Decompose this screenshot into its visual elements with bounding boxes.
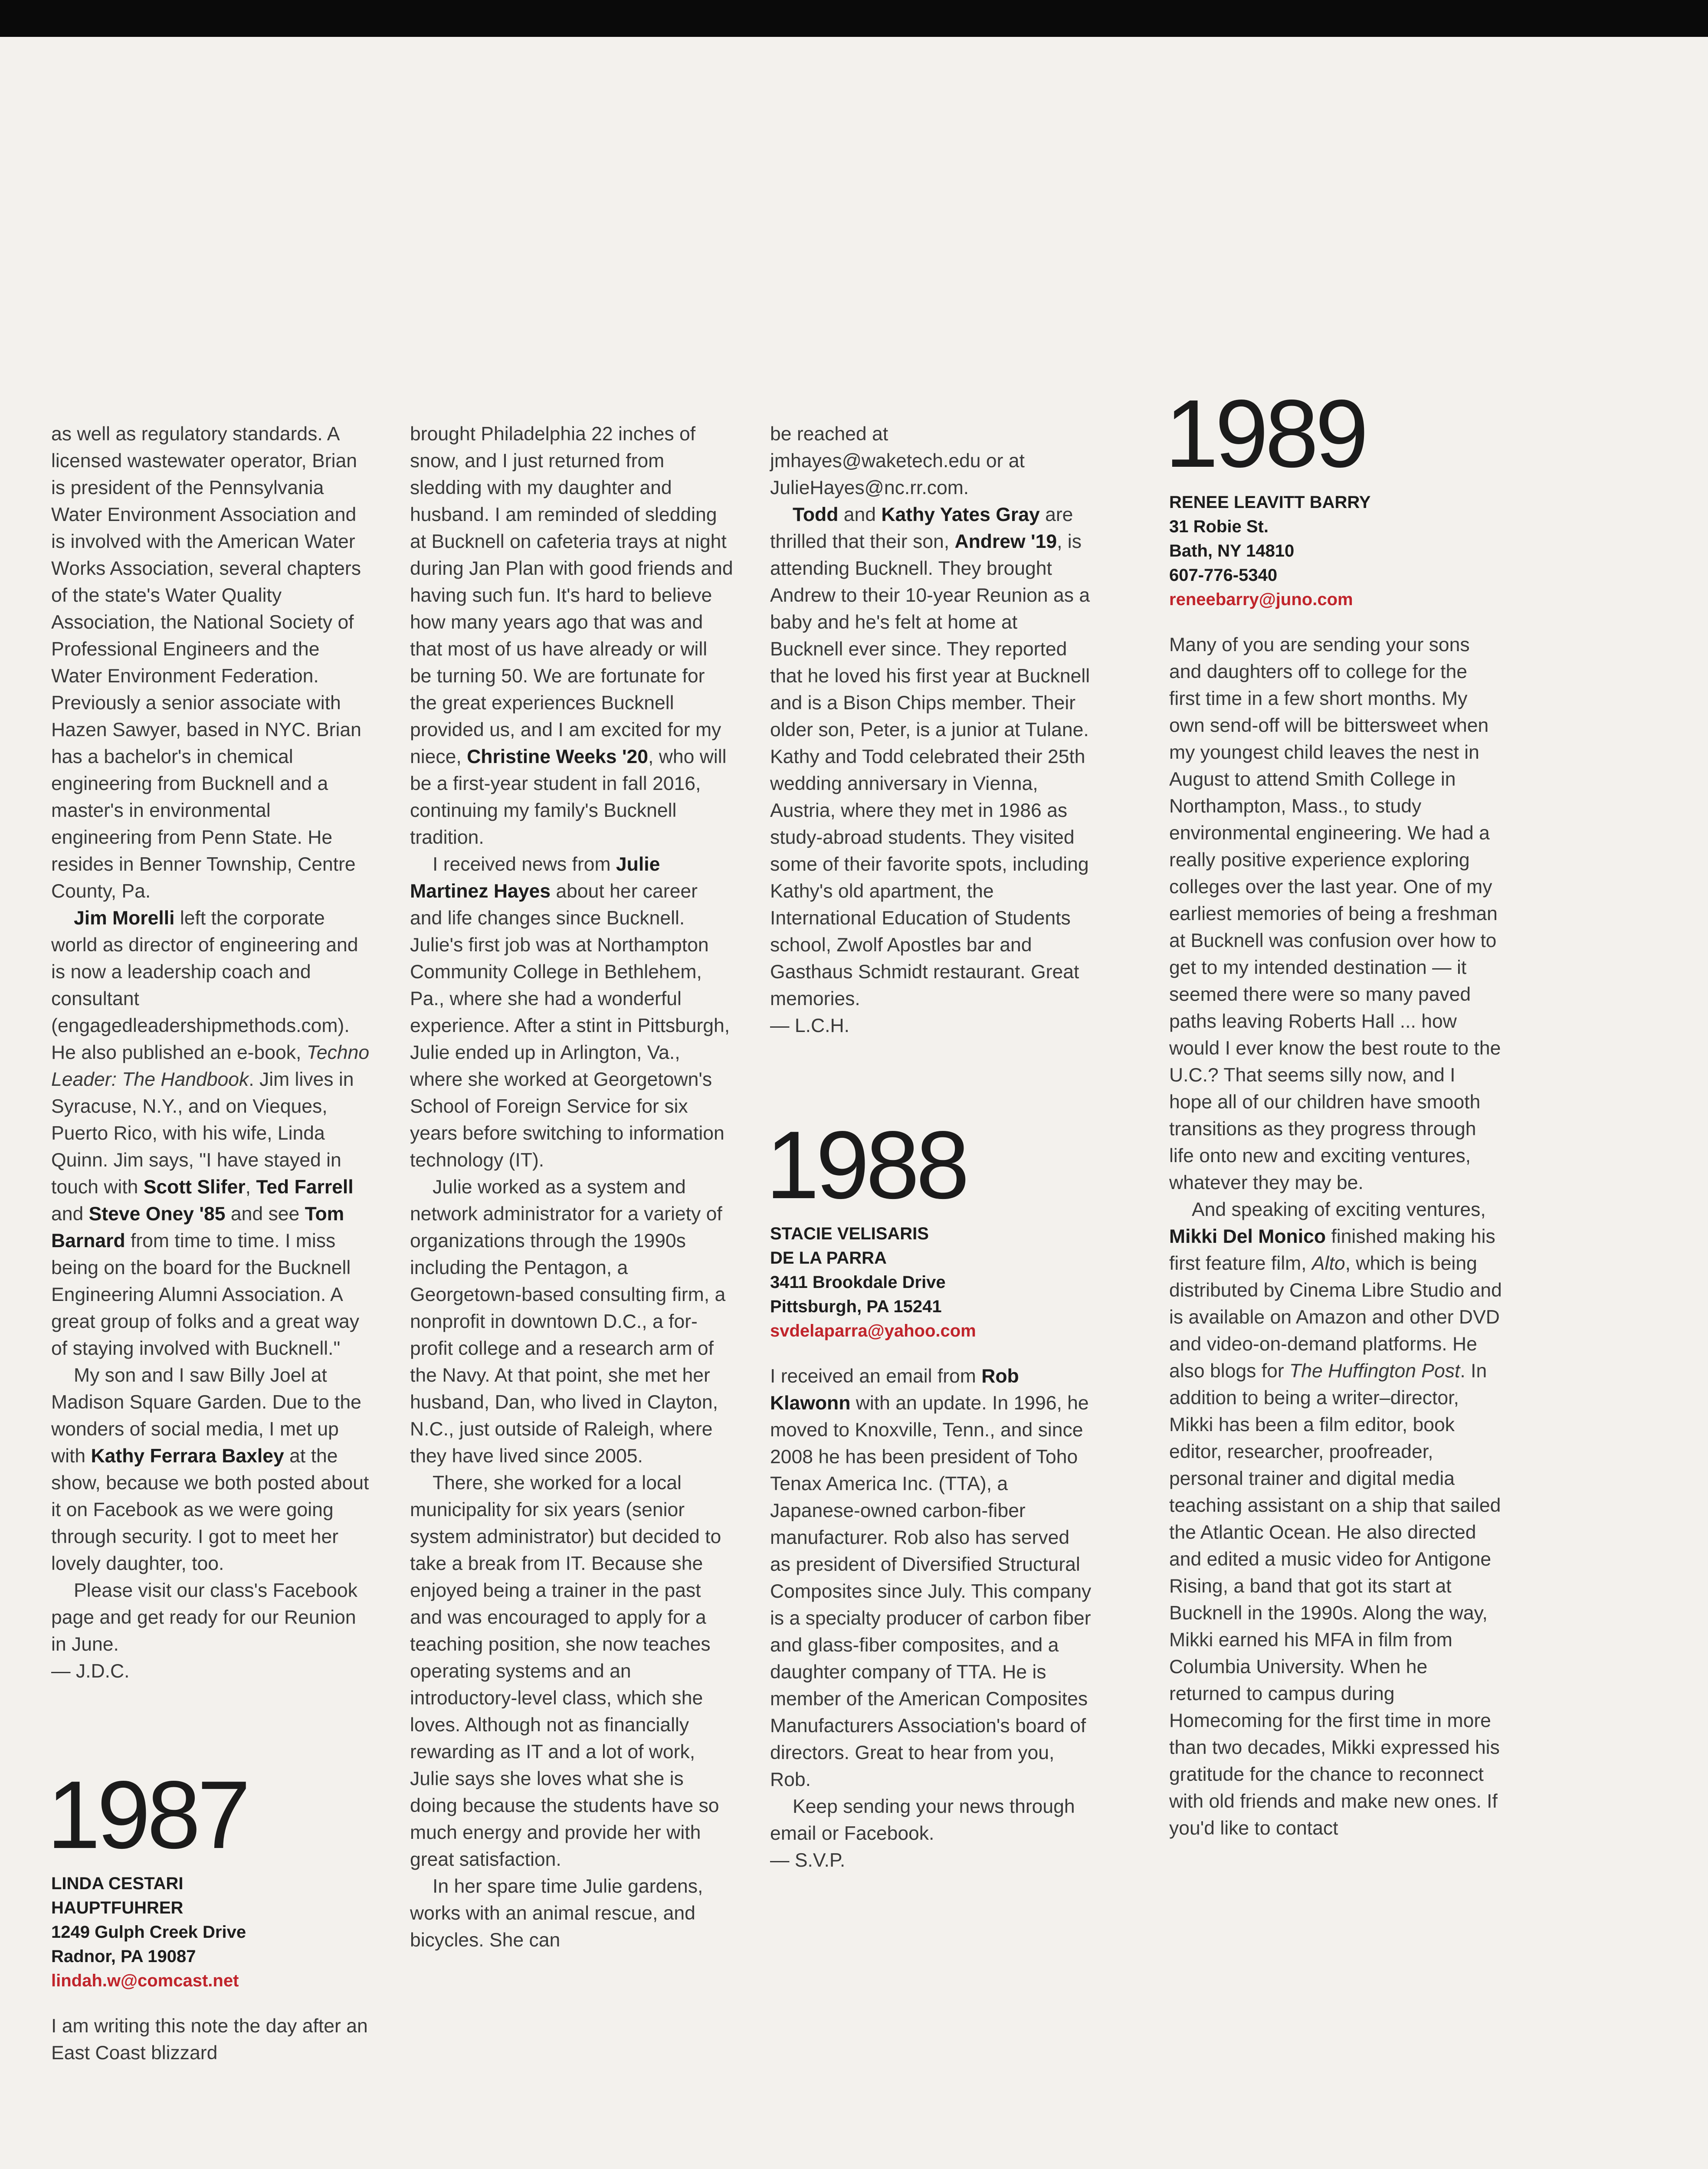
text: , which is being distributed by Cinema Libre Studio and is available on Amazon and other DVD and video-on-demand platforms. He also blogs for: [1169, 1253, 1502, 1382]
text: And speaking of exciting ventures,: [1192, 1199, 1486, 1220]
column-4: [1165, 380, 1503, 1842]
text: and see: [225, 1203, 305, 1225]
person-name: Jim Morelli: [74, 908, 175, 929]
paragraph: [1169, 1196, 1503, 1842]
text: , is attending Bucknell. They brought Andrew to their 10-year Reunion as a baby and he's felt at home at Bucknell ever since. They reported that he loved his first year at Bucknell and is a Bison Chips member. Their older son, Peter, is a junior at Tulane. Kathy and Todd celebrated their 25th wedding anniversary in Vienna, Austria, where they met in 1986 as study-abroad students. They visited some of their favorite spots, including Kathy's old apartment, the International Education of Students school, Zwolf Apostles bar and Gasthaus Schmidt restaurant. Great memories.: [770, 531, 1090, 1009]
text: left the corporate world as director of engineering and is now a leadership coach and consultant (engagedleadershipmethods.com). He also published an e-book,: [51, 908, 358, 1063]
publication-title: The Huffington Post: [1289, 1360, 1460, 1382]
contact-line: STACIE VELISARIS: [770, 1224, 929, 1243]
film-title: Alto: [1311, 1253, 1345, 1274]
text: I received an email from: [770, 1366, 982, 1387]
paragraph: [770, 1363, 1093, 1793]
signature: — S.V.P.: [770, 1850, 846, 1871]
text: . Jim lives in Syracuse, N.Y., and on Vieques, Puerto Rico, with his wife, Linda Quinn. Jim says, "I have stayed in touch with: [51, 1069, 354, 1198]
text: and: [51, 1203, 89, 1225]
column-1: [47, 421, 374, 2067]
email-link[interactable]: svdelaparra@yahoo.com: [770, 1321, 976, 1340]
contact-line: HAUPTFUHRER: [51, 1898, 184, 1917]
paragraph: [51, 905, 374, 1362]
signature: — L.C.H.: [770, 1015, 849, 1036]
text: ,: [245, 1176, 256, 1198]
text: from time to time. I miss being on the board for the Bucknell Engineering Alumni Association. A great group of folks and a great way of staying involved with Bucknell.": [51, 1230, 359, 1359]
contact-line: 607-776-5340: [1169, 566, 1278, 585]
person-name: Julie Martinez Hayes: [410, 854, 660, 902]
paragraph: Many of you are sending your sons and daughters off to college for the first time in a few short months. My own send-off will be bittersweet when my youngest child leaves the nest in August to attend Smith College in Northampton, Mass., to study environmental engineering. We had a really positive experience exploring colleges over the last year. One of my earliest memories of being a freshman at Bucknell was confusion over how to get to my intended destination — it seemed there were so many paved paths leaving Roberts Hall ... how would I ever know the best route to the U.C.? That seems silly now, and I hope all of our children have smooth transitions as they progress through life onto new and exciting ventures, whatever they may be.: [1169, 634, 1501, 1193]
class-year-heading: 1987: [47, 1761, 247, 1869]
paragraph: [410, 421, 733, 851]
paragraph: [770, 501, 1093, 1012]
text: and: [838, 504, 882, 525]
contact-line: Bath, NY 14810: [1169, 541, 1295, 560]
contact-line: RENEE LEAVITT BARRY: [1169, 493, 1371, 512]
contact-line: LINDA CESTARI: [51, 1874, 184, 1893]
text: at the show, because we both posted about it on Facebook as we were going through security. I got to meet her lovely daughter, too.: [51, 1445, 369, 1574]
contact-line: 3411 Brookdale Drive: [770, 1273, 946, 1292]
column-3: [766, 421, 1093, 1874]
text: , who will be a first-year student in fall 2016, continuing my family's Bucknell tradition.: [410, 746, 727, 848]
person-name: Andrew '19: [954, 531, 1057, 552]
class-secretary-contact: [51, 1871, 374, 1993]
contact-line: Radnor, PA 19087: [51, 1947, 196, 1966]
email-link[interactable]: lindah.w@comcast.net: [51, 1971, 239, 1990]
text: about her career and life changes since Bucknell. Julie's first job was at Northampton Community College in Bethlehem, Pa., where she had a wonderful experience. After a stint in Pittsburgh, Julie ended up in Arlington, Va., where she worked at Georgetown's School of Foreign Service for six years before switching to information technology (IT).: [410, 881, 730, 1171]
contact-line: 1249 Gulph Creek Drive: [51, 1923, 246, 1942]
contact-line: DE LA PARRA: [770, 1248, 887, 1268]
magazine-page: [0, 37, 1708, 2169]
person-name: Kathy Ferrara Baxley: [91, 1445, 284, 1467]
book-title: Techno Leader: The Handbook: [51, 1042, 370, 1090]
person-name: Rob Klawonn: [770, 1366, 1019, 1414]
class-secretary-contact: [1169, 490, 1503, 612]
paragraph: In her spare time Julie gardens, works with an animal rescue, and bicycles. She can: [410, 1876, 703, 1951]
text: I received news from: [433, 854, 616, 875]
person-name: Christine Weeks '20: [467, 746, 648, 767]
contact-line: Pittsburgh, PA 15241: [770, 1297, 942, 1316]
person-name: Scott Slifer: [143, 1176, 246, 1198]
paragraph: [410, 851, 733, 1174]
class-year-heading: 1989: [1165, 380, 1365, 488]
paragraph: as well as regulatory standards. A licensed wastewater operator, Brian is president of the Pennsylvania Water Environment Association and is involved with the American Water Works Association, several chapters of the state's Water Quality Association, the National Society of Professional Engineers and the Water Environment Federation. Previously a senior associate with Hazen Sawyer, based in NYC. Brian has a bachelor's in chemical engineering from Bucknell and a master's in environmental engineering from Penn State. He resides in Benner Township, Centre County, Pa.: [51, 423, 361, 902]
email-link[interactable]: reneebarry@juno.com: [1169, 590, 1353, 609]
person-name: Steve Oney '85: [89, 1203, 226, 1225]
class-secretary-contact: [770, 1222, 1093, 1343]
paragraph: I am writing this note the day after an East Coast blizzard: [51, 2015, 368, 2064]
paragraph: Julie worked as a system and network administrator for a variety of organizations through the 1990s including the Pentagon, a Georgetown-based consulting firm, a nonprofit in downtown D.C., a for-profit college and a research arm of the Navy. At that point, she met her husband, Dan, who lived in Clayton, N.C., just outside of Raleigh, where they have lived since 2005.: [410, 1176, 726, 1467]
text: brought Philadelphia 22 inches of snow, and I just returned from sledding with my daughter and husband. I am reminded of sledding at Bucknell on cafeteria trays at night during Jan Plan with good friends and having such fun. It's hard to believe how many years ago that was and that most of us have already or will be turning 50. We are fortunate for the great experiences Bucknell provided us, and I am excited for my niece,: [410, 423, 733, 767]
text: finished making his first feature film,: [1169, 1226, 1495, 1274]
paragraph: Keep sending your news through email or Facebook.: [770, 1796, 1075, 1844]
paragraph: be reached at jmhayes@waketech.edu or at JulieHayes@nc.rr.com.: [770, 423, 1025, 498]
paragraph: Please visit our class's Facebook page and get ready for our Reunion in June.: [51, 1580, 358, 1655]
class-year-heading: 1988: [766, 1111, 966, 1219]
person-name: Tom Barnard: [51, 1203, 344, 1252]
text: with an update. In 1996, he moved to Knoxville, Tenn., and since 2008 he has been president of Toho Tenax America Inc. (TTA), a Japanese-owned carbon-fiber manufacturer. Rob also has served as president of Diversified Structural Composites since July. This company is a specialty producer of carbon fiber and glass-fiber composites, and a daughter company of TTA. He is member of the American Composites Manufacturers Association's board of directors. Great to hear from you, Rob.: [770, 1392, 1092, 1790]
person-name: Kathy Yates Gray: [881, 504, 1040, 525]
contact-line: 31 Robie St.: [1169, 517, 1269, 536]
signature: — J.D.C.: [51, 1661, 130, 1682]
person-name: Ted Farrell: [256, 1176, 354, 1198]
text: My son and I saw Billy Joel at Madison Square Garden. Due to the wonders of social media, I met up with: [51, 1365, 361, 1467]
text: . In addition to being a writer–director, Mikki has been a film editor, book editor, researcher, proofreader, personal trainer and digital media teaching assistant on a ship that sailed the Atlantic Ocean. He also directed and edited a music video for Antigone Rising, a band that got its start at Bucknell in the 1990s. Along the way, Mikki earned his MFA in film from Columbia University. When he returned to campus during Homecoming for the first time in more than two decades, Mikki expressed his gratitude for the chance to reconnect with old friends and make new ones. If you'd like to contact: [1169, 1360, 1501, 1839]
text: are thrilled that their son,: [770, 504, 1073, 552]
paragraph: There, she worked for a local municipality for six years (senior system administrator) but decided to take a break from IT. Because she enjoyed being a trainer in the past and was encouraged to apply for a teaching position, she now teaches operating systems and an introductory-level class, which she loves. Although not as financially rewarding as IT and a lot of work, Julie says she loves what she is doing because the students have so much energy and provide her with great satisfaction.: [410, 1472, 721, 1870]
paragraph: [51, 1362, 374, 1577]
person-name: Mikki Del Monico: [1169, 1226, 1326, 1247]
column-2: [410, 421, 733, 1954]
person-name: Todd: [793, 504, 839, 525]
